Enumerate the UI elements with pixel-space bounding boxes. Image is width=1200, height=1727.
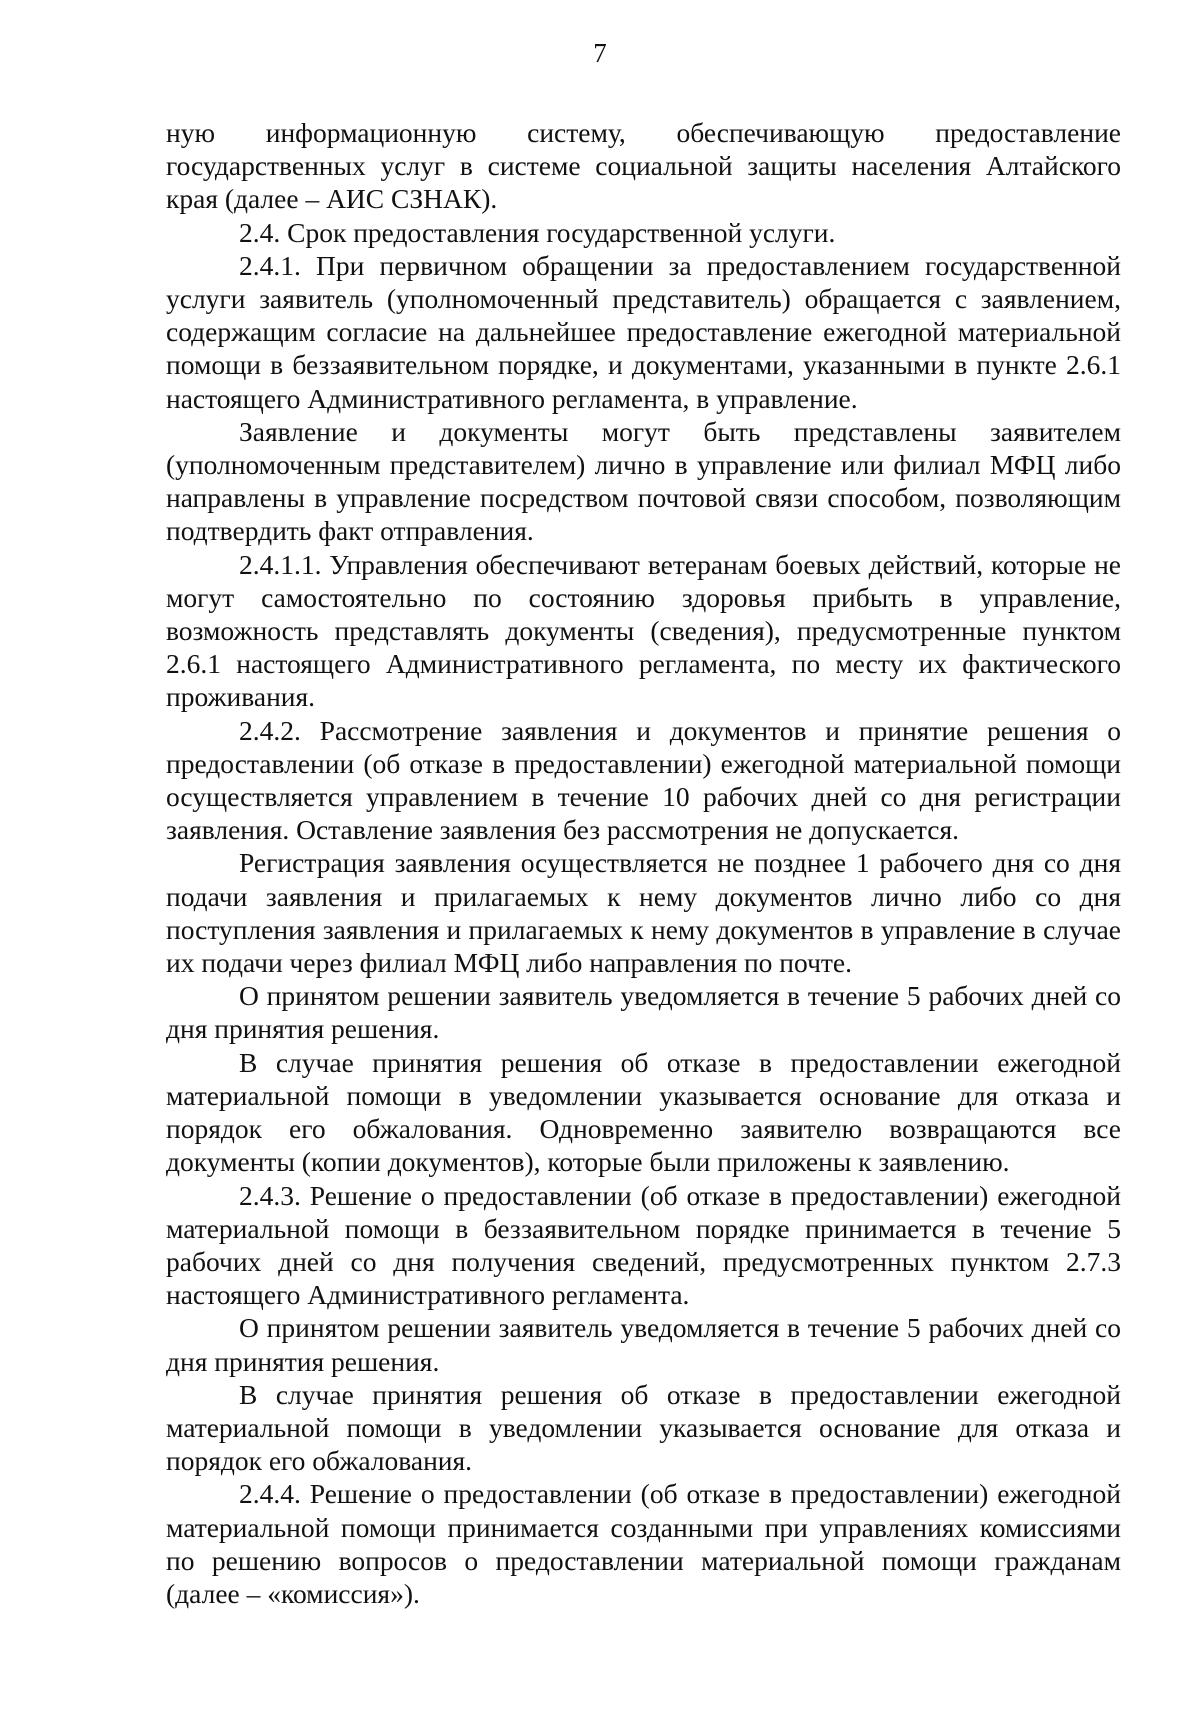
page-number: 7 <box>593 38 607 68</box>
paragraph-submission-methods: Заявление и документы могут быть представлены заявителем (уполномоченным представителем) лично в управление или филиал МФЦ либо направлены в управление посредством почтовой связи способом, позволяющим подтвердить факт отправления. <box>166 415 1121 547</box>
paragraph-refusal-2: В случае принятия решения об отказе в предоставлении ежегодной материальной помощи в уведомлении указывается основание для отказа и порядок его обжалования. <box>166 1378 1121 1477</box>
paragraph-section-2-4-3: 2.4.3. Решение о предоставлении (об отказе в предоставлении) ежегодной материальной помощи в беззаявительном порядке принимается в течение 5 рабочих дней со дня получения сведений, предусмотренных пунктом 2.7.3 настоящего Административного регламента. <box>166 1179 1121 1311</box>
paragraph-section-2-4-1-1: 2.4.1.1. Управления обеспечивают ветеранам боевых действий, которые не могут самостоятельно по состоянию здоровья прибыть в управление, возможность представлять документы (сведения), предусмотренные пунктом 2.6.1 настоящего Административного регламента, по месту их фактического проживания. <box>166 548 1121 713</box>
paragraph-registration: Регистрация заявления осуществляется не позднее 1 рабочего дня со дня подачи заявления и прилагаемых к нему документов лично либо со дня поступления заявления и прилагаемых к нему документов в управление в случае их подачи через филиал МФЦ либо направления по почте. <box>166 847 1121 979</box>
paragraph-notification-2: О принятом решении заявитель уведомляется в течение 5 рабочих дней со дня принятия решения. <box>166 1312 1121 1377</box>
paragraph-section-2-4-1: 2.4.1. При первичном обращении за предоставлением государственной услуги заявитель (уполномоченный представитель) обращается с заявлением, содержащим согласие на дальнейшее предоставление ежегодной материальной помощи в беззаявительном порядке, и документами, указанными в пункте 2.6.1 настоящего Административного регламента, в управление. <box>166 249 1121 414</box>
paragraph-continuation: ную информационную систему, обеспечивающую предоставление государственных услуг в системе социальной защиты населения Алтайского края (далее – АИС СЗНАК). <box>166 117 1121 215</box>
paragraph-section-2-4-2: 2.4.2. Рассмотрение заявления и документов и принятие решения о предоставлении (об отказе в предоставлении) ежегодной материальной помощи осуществляется управлением в течение 10 рабочих дней со дня регистрации заявления. Оставление заявления без рассмотрения не допускается. <box>166 714 1121 846</box>
paragraph-notification-1: О принятом решении заявитель уведомляется в течение 5 рабочих дней со дня принятия решения. <box>166 980 1121 1045</box>
paragraph-section-2-4: 2.4. Срок предоставления государственной услуги. <box>239 216 836 248</box>
document-body <box>166 116 1121 1610</box>
paragraph-refusal-1: В случае принятия решения об отказе в предоставлении ежегодной материальной помощи в уведомлении указывается основание для отказа и порядок его обжалования. Одновременно заявителю возвращаются все документы (копии документов), которые были приложены к заявлению. <box>166 1046 1121 1178</box>
paragraph-section-2-4-4: 2.4.4. Решение о предоставлении (об отказе в предоставлении) ежегодной материальной помощи принимается созданными при управлениях комиссиями по решению вопросов о предоставлении материальной помощи гражданам (далее – «комиссия»). <box>166 1478 1121 1609</box>
